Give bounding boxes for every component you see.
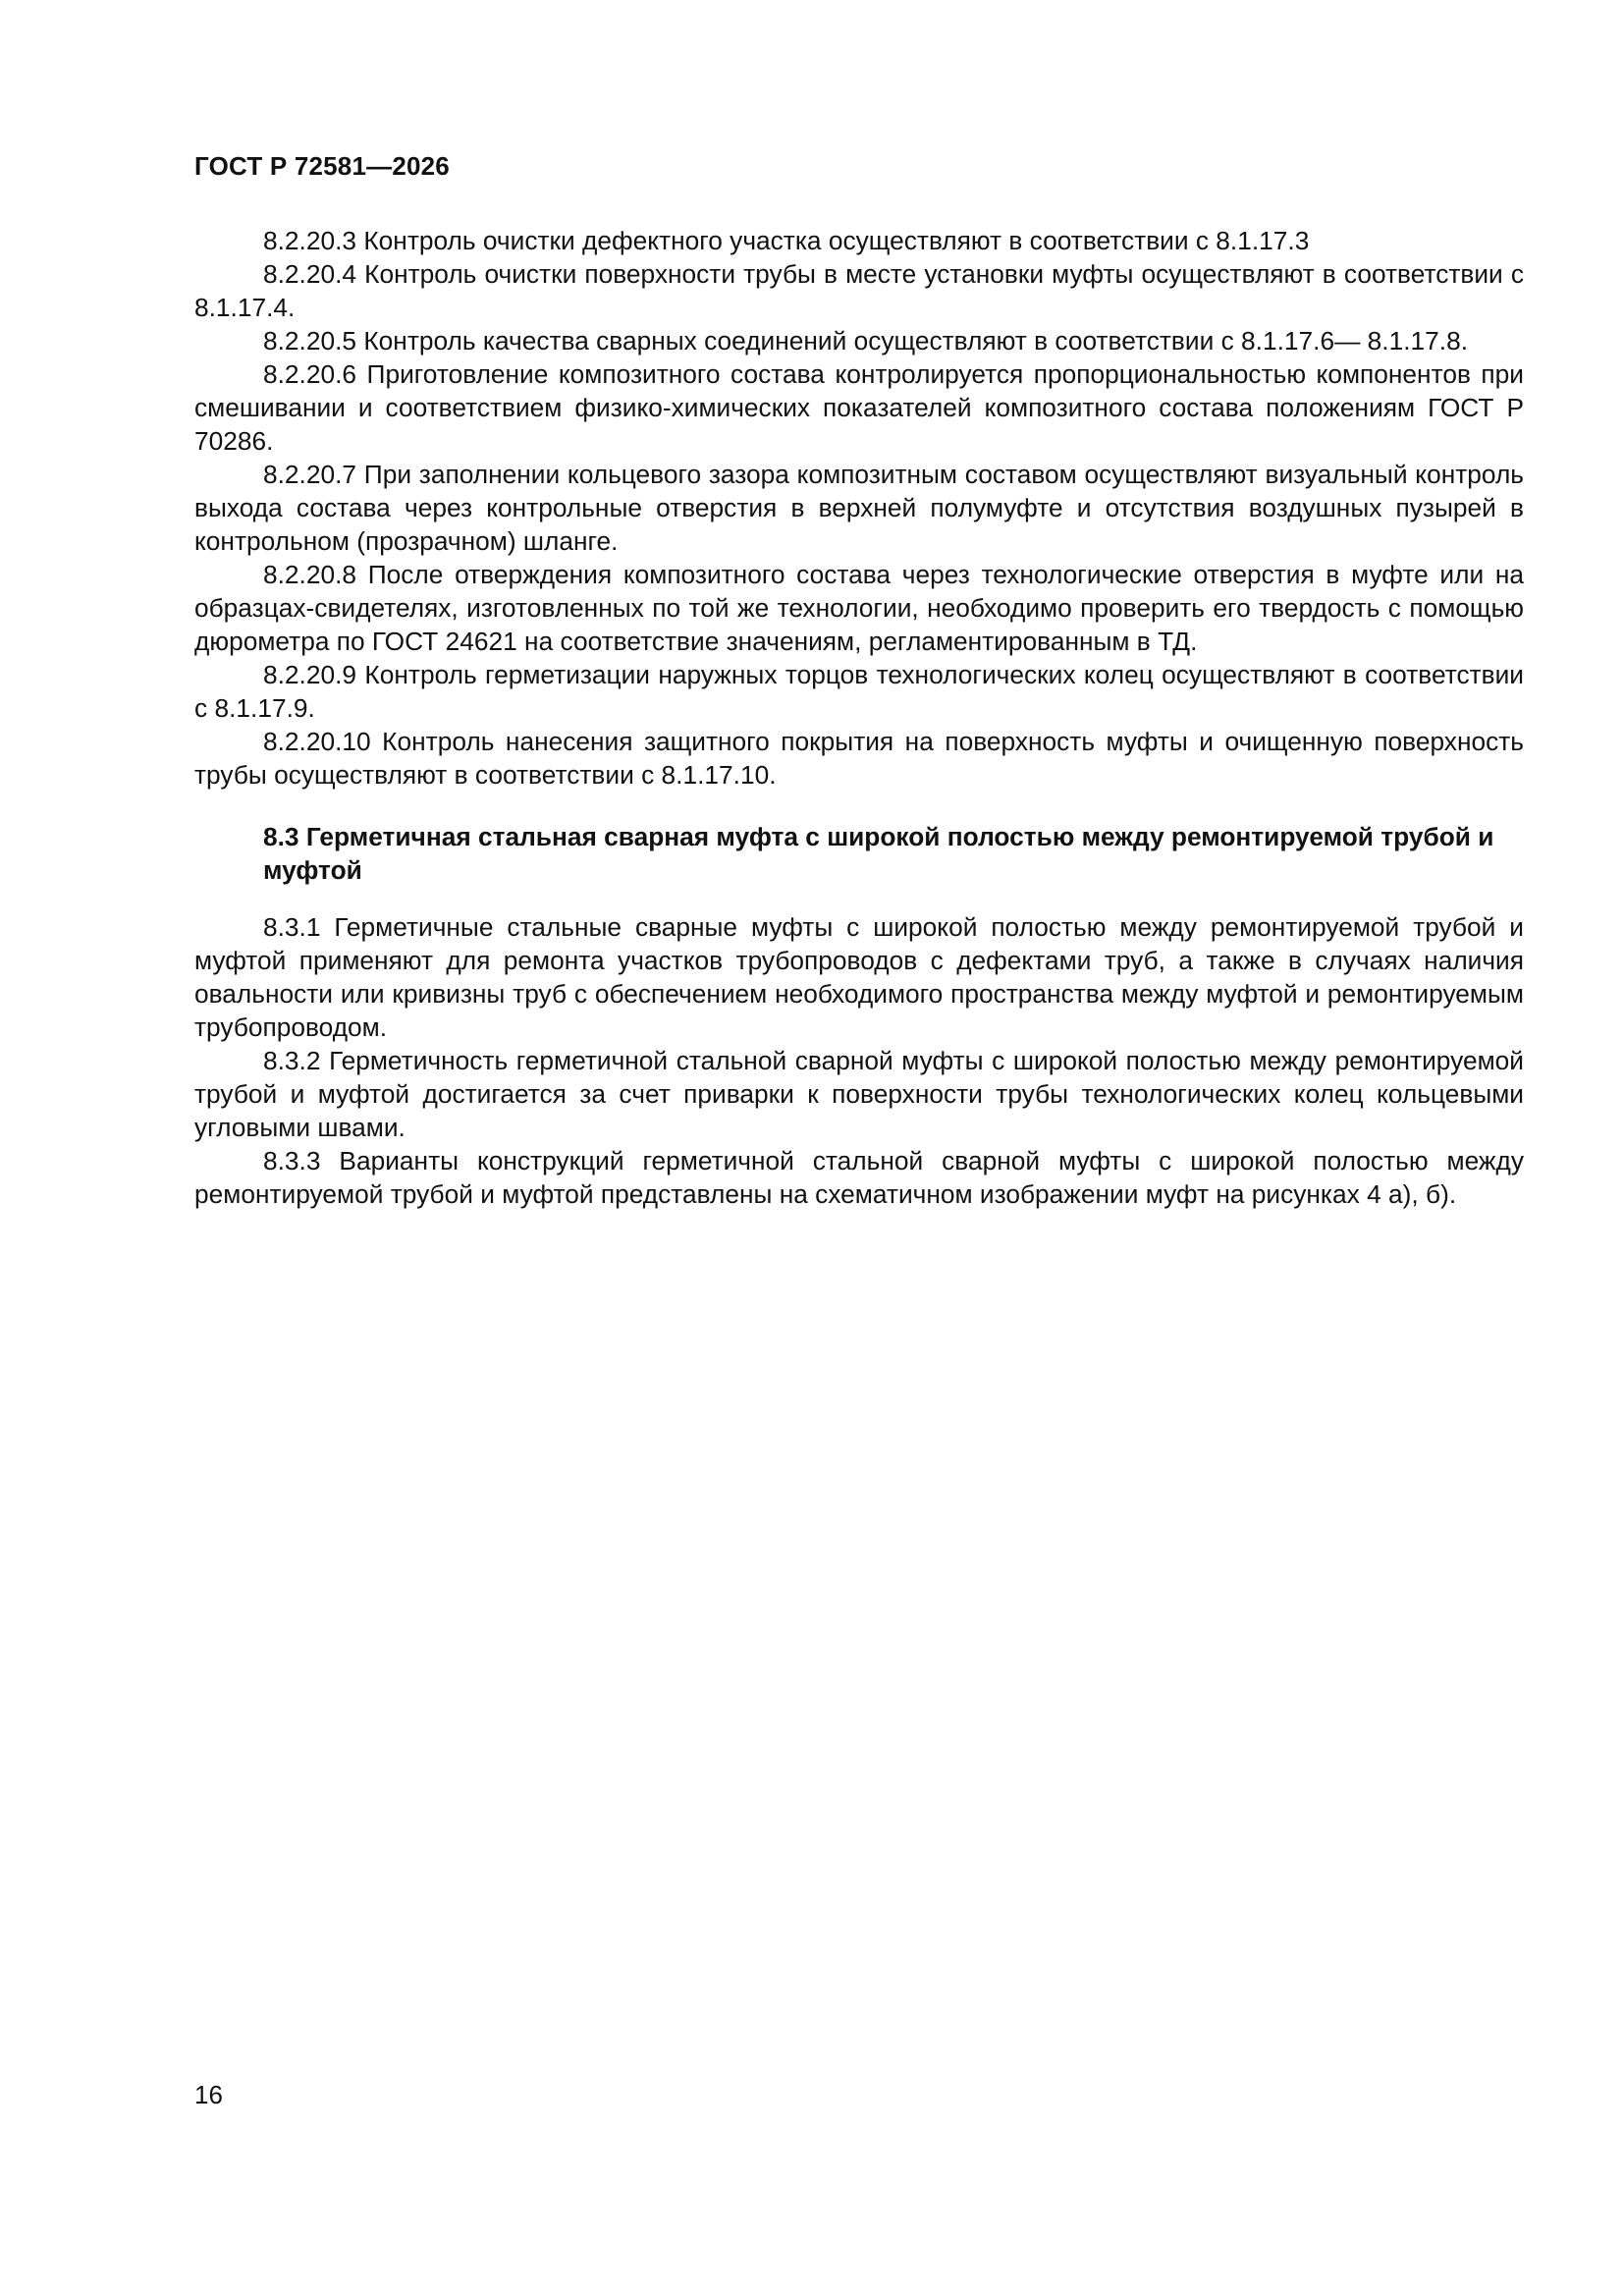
paragraph-8-2-20-7: 8.2.20.7 При заполнении кольцевого зазора композитным составом осуществляют визуальный контроль выхода состава через контрольные отверстия в верхней полумуфте и отсутствия воздушных пузырей в контрольном (прозрачном) шланге. [194,460,1524,556]
paragraph-8-3-1: 8.3.1 Герметичные стальные сварные муфты с широкой полостью между ремонтируемой трубой и муфтой применяют для ремонта участков трубопроводов с дефектами труб, а также в случаях наличия овальности или кривизны труб с обеспечением необходимого пространства между муфтой и ремонтируемым трубопроводом. [194,912,1524,1042]
page-body [194,224,1524,1211]
page-number: 16 [194,2080,223,2109]
paragraph-8-2-20-8: 8.2.20.8 После отверждения композитного состава через технологические отверстия в муфте или на образцах-свидетелях, изготовленных по той же технологии, необходимо проверить его твердость с помощью дюрометра по ГОСТ 24621 на соответствие значениям, регламентированным в ТД. [194,560,1524,656]
paragraph-8-2-20-4: 8.2.20.4 Контроль очистки поверхности трубы в месте установки муфты осуществляют в соответствии с 8.1.17.4. [194,259,1524,322]
paragraph-8-2-20-6: 8.2.20.6 Приготовление композитного состава контролируется пропорциональностью компонентов при смешивании и соответствием физико-химических показателей композитного состава положениям ГОСТ Р 70286. [194,359,1524,456]
paragraph-8-2-20-9: 8.2.20.9 Контроль герметизации наружных торцов технологических колец осуществляют в соответствии с 8.1.17.9. [194,660,1524,723]
paragraph-8-3-3: 8.3.3 Варианты конструкций герметичной стальной сварной муфты с широкой полостью между ремонтируемой трубой и муфтой представлены на схематичном изображении муфт на рисунках 4 а), б). [194,1146,1524,1209]
paragraph-8-2-20-3: 8.2.20.3 Контроль очистки дефектного участка осуществляют в соответствии с 8.1.17.3 [263,226,1310,255]
paragraph-8-2-20-5: 8.2.20.5 Контроль качества сварных соединений осуществляют в соответствии с 8.1.17.6— 8.1.17.8. [263,326,1469,355]
paragraph-8-3-2: 8.3.2 Герметичность герметичной стальной сварной муфты с широкой полостью между ремонтируемой трубой и муфтой достигается за счет приварки к поверхности трубы технологических колец кольцевыми угловыми швами. [194,1046,1524,1142]
paragraph-8-2-20-10: 8.2.20.10 Контроль нанесения защитного покрытия на поверхность муфты и очищенную поверхность трубы осуществляют в соответствии с 8.1.17.10. [194,727,1524,790]
document-header-code: ГОСТ Р 72581—2026 [194,151,450,181]
section-heading-8-3: 8.3 Герметичная стальная сварная муфта с широкой полостью между ремонтируемой трубой и муфтой [263,822,1494,885]
